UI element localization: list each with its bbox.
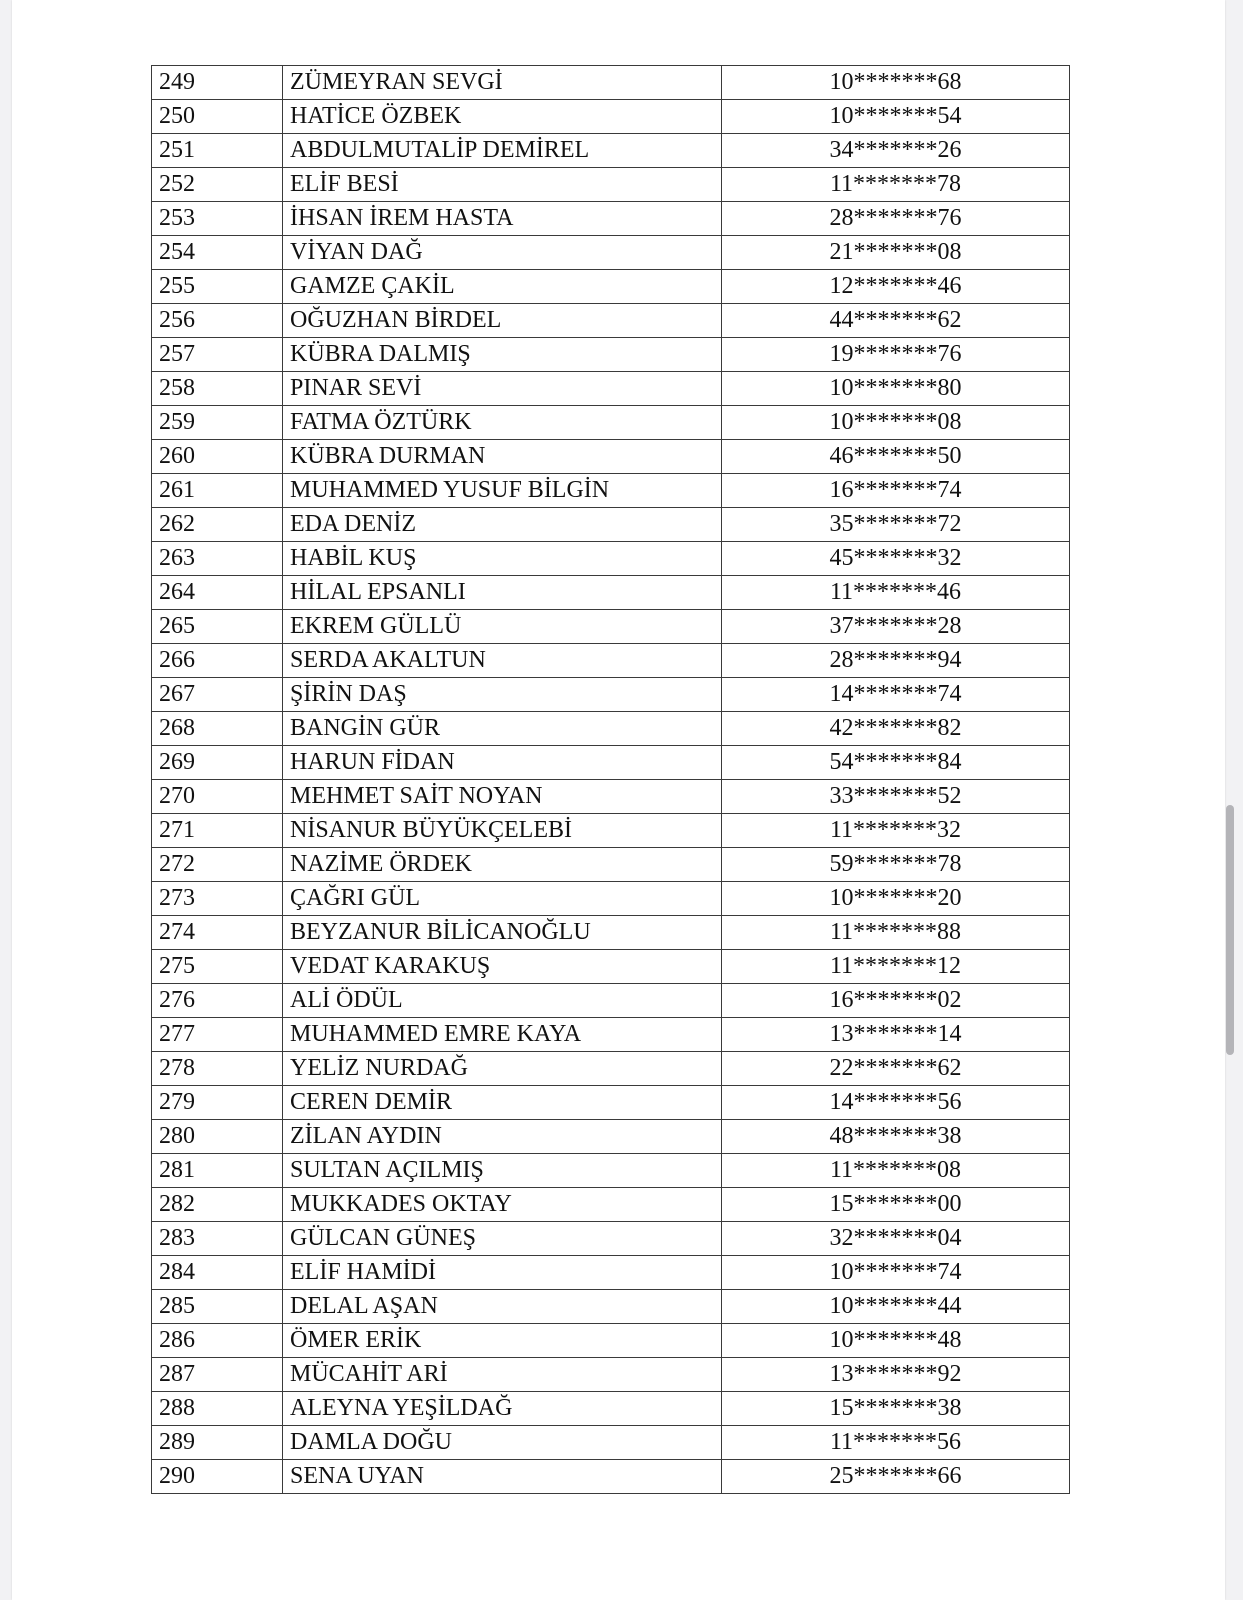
row-number-cell: 284	[152, 1256, 283, 1290]
name-cell: MUKKADES OKTAY	[283, 1188, 722, 1222]
masked-id-cell: 44*******62	[722, 304, 1070, 338]
row-number-cell: 278	[152, 1052, 283, 1086]
table-row	[152, 1256, 1070, 1290]
table-row	[152, 304, 1070, 338]
masked-id-cell: 11*******32	[722, 814, 1070, 848]
masked-id-cell: 10*******68	[722, 66, 1070, 100]
masked-id-cell: 11*******12	[722, 950, 1070, 984]
masked-id-cell: 10*******08	[722, 406, 1070, 440]
table-row	[152, 1392, 1070, 1426]
masked-id-cell: 11*******56	[722, 1426, 1070, 1460]
row-number-cell: 264	[152, 576, 283, 610]
table-row	[152, 236, 1070, 270]
masked-id-cell: 14*******74	[722, 678, 1070, 712]
row-number-cell: 253	[152, 202, 283, 236]
name-cell: GÜLCAN GÜNEŞ	[283, 1222, 722, 1256]
row-number-cell: 272	[152, 848, 283, 882]
masked-id-cell: 48*******38	[722, 1120, 1070, 1154]
name-cell: YELİZ NURDAĞ	[283, 1052, 722, 1086]
table-row	[152, 1154, 1070, 1188]
table-row	[152, 168, 1070, 202]
table-row	[152, 1426, 1070, 1460]
row-number-cell: 285	[152, 1290, 283, 1324]
row-number-cell: 252	[152, 168, 283, 202]
name-cell: ZÜMEYRAN SEVGİ	[283, 66, 722, 100]
row-number-cell: 258	[152, 372, 283, 406]
table-row	[152, 712, 1070, 746]
row-number-cell: 267	[152, 678, 283, 712]
masked-id-cell: 16*******02	[722, 984, 1070, 1018]
row-number-cell: 282	[152, 1188, 283, 1222]
name-cell: HİLAL EPSANLI	[283, 576, 722, 610]
table-row	[152, 66, 1070, 100]
table-row	[152, 372, 1070, 406]
name-cell: ELİF HAMİDİ	[283, 1256, 722, 1290]
masked-id-cell: 54*******84	[722, 746, 1070, 780]
masked-id-cell: 25*******66	[722, 1460, 1070, 1494]
masked-id-cell: 12*******46	[722, 270, 1070, 304]
row-number-cell: 276	[152, 984, 283, 1018]
row-number-cell: 257	[152, 338, 283, 372]
masked-id-cell: 28*******94	[722, 644, 1070, 678]
name-cell: İHSAN İREM HASTA	[283, 202, 722, 236]
name-cell: BEYZANUR BİLİCANOĞLU	[283, 916, 722, 950]
table-row	[152, 100, 1070, 134]
row-number-cell: 274	[152, 916, 283, 950]
row-number-cell: 250	[152, 100, 283, 134]
name-cell: SENA UYAN	[283, 1460, 722, 1494]
row-number-cell: 249	[152, 66, 283, 100]
name-cell: NİSANUR BÜYÜKÇELEBİ	[283, 814, 722, 848]
masked-id-cell: 14*******56	[722, 1086, 1070, 1120]
table-row	[152, 644, 1070, 678]
table-row	[152, 508, 1070, 542]
table-row	[152, 1052, 1070, 1086]
row-number-cell: 281	[152, 1154, 283, 1188]
masked-id-cell: 15*******00	[722, 1188, 1070, 1222]
row-number-cell: 255	[152, 270, 283, 304]
masked-id-cell: 10*******20	[722, 882, 1070, 916]
name-cell: OĞUZHAN BİRDEL	[283, 304, 722, 338]
name-cell: SERDA AKALTUN	[283, 644, 722, 678]
masked-id-cell: 10*******80	[722, 372, 1070, 406]
row-number-cell: 266	[152, 644, 283, 678]
table-row	[152, 474, 1070, 508]
masked-id-cell: 11*******78	[722, 168, 1070, 202]
masked-id-cell: 42*******82	[722, 712, 1070, 746]
document-page	[12, 0, 1225, 1600]
masked-id-cell: 10*******48	[722, 1324, 1070, 1358]
table-row	[152, 406, 1070, 440]
name-cell: FATMA ÖZTÜRK	[283, 406, 722, 440]
masked-id-cell: 10*******74	[722, 1256, 1070, 1290]
row-number-cell: 263	[152, 542, 283, 576]
row-number-cell: 277	[152, 1018, 283, 1052]
table-row	[152, 678, 1070, 712]
name-cell: KÜBRA DURMAN	[283, 440, 722, 474]
table-row	[152, 440, 1070, 474]
table-row	[152, 950, 1070, 984]
row-number-cell: 280	[152, 1120, 283, 1154]
table-row	[152, 1222, 1070, 1256]
masked-id-cell: 33*******52	[722, 780, 1070, 814]
table-row	[152, 338, 1070, 372]
name-cell: SULTAN AÇILMIŞ	[283, 1154, 722, 1188]
masked-id-cell: 10*******54	[722, 100, 1070, 134]
table-row	[152, 1324, 1070, 1358]
table-row	[152, 542, 1070, 576]
masked-id-cell: 46*******50	[722, 440, 1070, 474]
masked-id-cell: 11*******88	[722, 916, 1070, 950]
masked-id-cell: 35*******72	[722, 508, 1070, 542]
masked-id-cell: 11*******08	[722, 1154, 1070, 1188]
table-row	[152, 576, 1070, 610]
name-cell: ÖMER ERİK	[283, 1324, 722, 1358]
row-number-cell: 256	[152, 304, 283, 338]
row-number-cell: 290	[152, 1460, 283, 1494]
participant-table	[151, 65, 1070, 1494]
name-cell: PINAR SEVİ	[283, 372, 722, 406]
table-row	[152, 1086, 1070, 1120]
row-number-cell: 268	[152, 712, 283, 746]
masked-id-cell: 28*******76	[722, 202, 1070, 236]
masked-id-cell: 21*******08	[722, 236, 1070, 270]
masked-id-cell: 45*******32	[722, 542, 1070, 576]
row-number-cell: 287	[152, 1358, 283, 1392]
masked-id-cell: 13*******92	[722, 1358, 1070, 1392]
row-number-cell: 275	[152, 950, 283, 984]
row-number-cell: 288	[152, 1392, 283, 1426]
masked-id-cell: 13*******14	[722, 1018, 1070, 1052]
table-row	[152, 916, 1070, 950]
name-cell: ÇAĞRI GÜL	[283, 882, 722, 916]
name-cell: NAZİME ÖRDEK	[283, 848, 722, 882]
name-cell: HATİCE ÖZBEK	[283, 100, 722, 134]
table-row	[152, 1018, 1070, 1052]
name-cell: ŞİRİN DAŞ	[283, 678, 722, 712]
name-cell: HARUN FİDAN	[283, 746, 722, 780]
name-cell: HABİL KUŞ	[283, 542, 722, 576]
name-cell: CEREN DEMİR	[283, 1086, 722, 1120]
table-row	[152, 814, 1070, 848]
masked-id-cell: 10*******44	[722, 1290, 1070, 1324]
table-row	[152, 1290, 1070, 1324]
masked-id-cell: 11*******46	[722, 576, 1070, 610]
table-row	[152, 1120, 1070, 1154]
row-number-cell: 262	[152, 508, 283, 542]
table-body	[152, 66, 1070, 1494]
name-cell: KÜBRA DALMIŞ	[283, 338, 722, 372]
name-cell: ALİ ÖDÜL	[283, 984, 722, 1018]
masked-id-cell: 59*******78	[722, 848, 1070, 882]
name-cell: VİYAN DAĞ	[283, 236, 722, 270]
scrollbar-thumb[interactable]	[1226, 805, 1234, 1055]
table-row	[152, 984, 1070, 1018]
name-cell: GAMZE ÇAKİL	[283, 270, 722, 304]
table-row	[152, 270, 1070, 304]
table-row	[152, 202, 1070, 236]
name-cell: ALEYNA YEŞİLDAĞ	[283, 1392, 722, 1426]
masked-id-cell: 34*******26	[722, 134, 1070, 168]
name-cell: MÜCAHİT ARİ	[283, 1358, 722, 1392]
name-cell: MEHMET SAİT NOYAN	[283, 780, 722, 814]
row-number-cell: 271	[152, 814, 283, 848]
masked-id-cell: 22*******62	[722, 1052, 1070, 1086]
table-row	[152, 848, 1070, 882]
table-row	[152, 780, 1070, 814]
name-cell: EDA DENİZ	[283, 508, 722, 542]
row-number-cell: 261	[152, 474, 283, 508]
name-cell: BANGİN GÜR	[283, 712, 722, 746]
row-number-cell: 254	[152, 236, 283, 270]
row-number-cell: 259	[152, 406, 283, 440]
table-row	[152, 134, 1070, 168]
row-number-cell: 251	[152, 134, 283, 168]
masked-id-cell: 15*******38	[722, 1392, 1070, 1426]
masked-id-cell: 19*******76	[722, 338, 1070, 372]
masked-id-cell: 32*******04	[722, 1222, 1070, 1256]
name-cell: EKREM GÜLLÜ	[283, 610, 722, 644]
row-number-cell: 273	[152, 882, 283, 916]
row-number-cell: 279	[152, 1086, 283, 1120]
table-row	[152, 1358, 1070, 1392]
name-cell: ELİF BESİ	[283, 168, 722, 202]
masked-id-cell: 37*******28	[722, 610, 1070, 644]
row-number-cell: 265	[152, 610, 283, 644]
row-number-cell: 269	[152, 746, 283, 780]
name-cell: ABDULMUTALİP DEMİREL	[283, 134, 722, 168]
name-cell: MUHAMMED YUSUF BİLGİN	[283, 474, 722, 508]
table-row	[152, 882, 1070, 916]
masked-id-cell: 16*******74	[722, 474, 1070, 508]
name-cell: MUHAMMED EMRE KAYA	[283, 1018, 722, 1052]
row-number-cell: 286	[152, 1324, 283, 1358]
table-row	[152, 1460, 1070, 1494]
table-row	[152, 610, 1070, 644]
name-cell: VEDAT KARAKUŞ	[283, 950, 722, 984]
row-number-cell: 283	[152, 1222, 283, 1256]
name-cell: DELAL AŞAN	[283, 1290, 722, 1324]
name-cell: DAMLA DOĞU	[283, 1426, 722, 1460]
row-number-cell: 289	[152, 1426, 283, 1460]
name-cell: ZİLAN AYDIN	[283, 1120, 722, 1154]
row-number-cell: 260	[152, 440, 283, 474]
table-row	[152, 1188, 1070, 1222]
table-row	[152, 746, 1070, 780]
row-number-cell: 270	[152, 780, 283, 814]
